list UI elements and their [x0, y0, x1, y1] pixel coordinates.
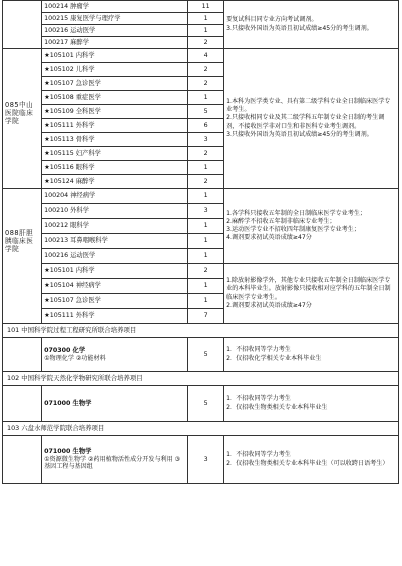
program-cell: ★105111 外科学 — [42, 309, 188, 324]
program-cell — [42, 386, 188, 422]
quota-cell: 6 — [188, 119, 224, 133]
program-code: 070300 化学 — [44, 346, 86, 354]
dept-cell-empty — [3, 436, 42, 484]
program-cell: ★105101 内科学 — [42, 264, 188, 279]
note-line: 2．仅招收生物类相关专业本科毕业生 — [226, 403, 328, 411]
quota-cell: 7 — [188, 309, 224, 324]
note-line: 1．不招收同等学力考生 — [226, 451, 291, 459]
quota-cell: 3 — [188, 133, 224, 147]
quota-cell: 1 — [188, 13, 224, 25]
quota-cell: 2 — [188, 147, 224, 161]
program-cell: 100213 耳鼻咽喉科学 — [42, 234, 188, 249]
quota-cell: 2 — [188, 63, 224, 77]
program-cell: 100216 运动医学 — [42, 249, 188, 264]
notes-cell — [224, 189, 399, 264]
program-cell: 100214 肿瘤学 — [42, 1, 188, 13]
program-directions: ①物理化学 ②功能材料 — [44, 354, 106, 362]
quota-cell: 11 — [188, 1, 224, 13]
quota-cell: 1 — [188, 279, 224, 294]
note-line: 4.调剂要求初试英语成绩≥47分 — [226, 234, 312, 242]
note-line: 1．不招收同等学力考生 — [226, 395, 291, 403]
quota-cell: 2 — [188, 77, 224, 91]
adjustment-table — [2, 0, 399, 484]
department-cell: 088肝胆胰临床医学院 — [3, 189, 42, 324]
program-directions: ①资源微生物学 ②药用植物活性成分开发与利用 ③基因工程与基因组 — [44, 455, 181, 471]
program-cell: ★105107 急诊医学 — [42, 77, 188, 91]
notes-cell — [224, 436, 399, 484]
institute-header: 102 中国科学院天然化学物研究所联合培养项目 — [3, 372, 399, 386]
quota-cell: 1 — [188, 189, 224, 204]
quota-cell: 1 — [188, 294, 224, 309]
quota-cell: 1 — [188, 91, 224, 105]
note-line: 2.调剂要求初试英语成绩≥47分 — [226, 301, 312, 309]
note-line: 3.只接收外国语为英语且初试成绩≥45分的考生调剂。 — [226, 24, 373, 32]
program-cell: ★105124 麻醉学 — [42, 175, 188, 189]
program-cell: ★105104 神经病学 — [42, 279, 188, 294]
note-line: 1.各学科只接收五年制的全日制临床医学专业考生； — [226, 209, 367, 217]
program-cell: ★105111 外科学 — [42, 119, 188, 133]
notes-cell — [224, 338, 399, 372]
notes-cell — [224, 386, 399, 422]
quota-cell: 2 — [188, 175, 224, 189]
quota-cell: 4 — [188, 49, 224, 63]
dept-cell-empty — [3, 386, 42, 422]
program-code: 071000 生物学 — [44, 448, 92, 456]
note-line: 2.麻醉学不招收五年制非临床专业考生； — [226, 217, 336, 225]
note-line: 2．仅招收化学相关专业本科毕业生 — [226, 354, 322, 362]
institute-header: 101 中国科学院过程工程研究所联合培养项目 — [3, 324, 399, 338]
quota-cell: 2 — [188, 264, 224, 279]
notes-cell — [224, 264, 399, 324]
note-line: 3.只接收外国语为英语且初试成绩≥45分的考生调剂。 — [226, 130, 373, 138]
program-code: 071000 生物学 — [44, 399, 92, 407]
note-line: 1．不招收同等学力考生 — [226, 346, 291, 354]
program-cell: ★105108 重症医学 — [42, 91, 188, 105]
notes-cell — [224, 49, 399, 189]
program-cell: 100215 康复医学与理疗学 — [42, 13, 188, 25]
quota-cell: 1 — [188, 234, 224, 249]
program-cell: 100210 外科学 — [42, 204, 188, 219]
dept-cell-continued — [3, 1, 42, 49]
quota-cell: 1 — [188, 249, 224, 264]
quota-cell: 2 — [188, 37, 224, 49]
program-cell: ★105113 骨科学 — [42, 133, 188, 147]
program-cell: ★105115 妇产科学 — [42, 147, 188, 161]
note-line: 要复试科目同专业方向考试调剂。 — [226, 16, 318, 24]
quota-cell: 5 — [188, 338, 224, 372]
program-cell: 100212 眼科学 — [42, 219, 188, 234]
notes-cell — [224, 1, 399, 49]
note-line: 2．仅招收生物类相关专业本科毕业生（可以收跨日语考生） — [226, 459, 389, 467]
quota-cell: 1 — [188, 219, 224, 234]
dept-cell-empty — [3, 338, 42, 372]
note-line: 3.运动医学专业不招收四年制康复医学专业考生； — [226, 226, 360, 233]
program-cell: ★105102 儿科学 — [42, 63, 188, 77]
program-cell: ★105101 内科学 — [42, 49, 188, 63]
quota-cell: 3 — [188, 204, 224, 219]
quota-cell: 3 — [188, 436, 224, 484]
program-cell: 100216 运动医学 — [42, 25, 188, 37]
department-cell: 085中山医院临床学院 — [3, 49, 42, 189]
note-line: 1.本科为医学类专业、具有第二级学科专业全日制临床医学专业考生。 — [226, 97, 391, 114]
quota-cell: 1 — [188, 25, 224, 37]
note-line: 1.除放射影像学外，其他专业只接收五年制全日制临床医学专业的本科毕业生。放射影像只接收相对应学科的五年制全日制临床医学专业考生。 — [226, 277, 391, 301]
note-line: 2.只接收相同专业及其二级学科五年制专业全日制的考生调剂，不接收医学非对口生和非医科专业考生调剂。 — [226, 114, 385, 130]
program-cell: 100204 神经病学 — [42, 189, 188, 204]
quota-cell: 5 — [188, 386, 224, 422]
program-cell: ★105116 眼科学 — [42, 161, 188, 175]
institute-header: 103 六盘水师范学院联合培养项目 — [3, 422, 399, 436]
program-cell: ★105107 急诊医学 — [42, 294, 188, 309]
program-cell — [42, 436, 188, 484]
quota-cell: 5 — [188, 105, 224, 119]
program-cell: 100217 麻醉学 — [42, 37, 188, 49]
quota-cell: 1 — [188, 161, 224, 175]
program-cell: ★105109 全科医学 — [42, 105, 188, 119]
program-cell — [42, 338, 188, 372]
